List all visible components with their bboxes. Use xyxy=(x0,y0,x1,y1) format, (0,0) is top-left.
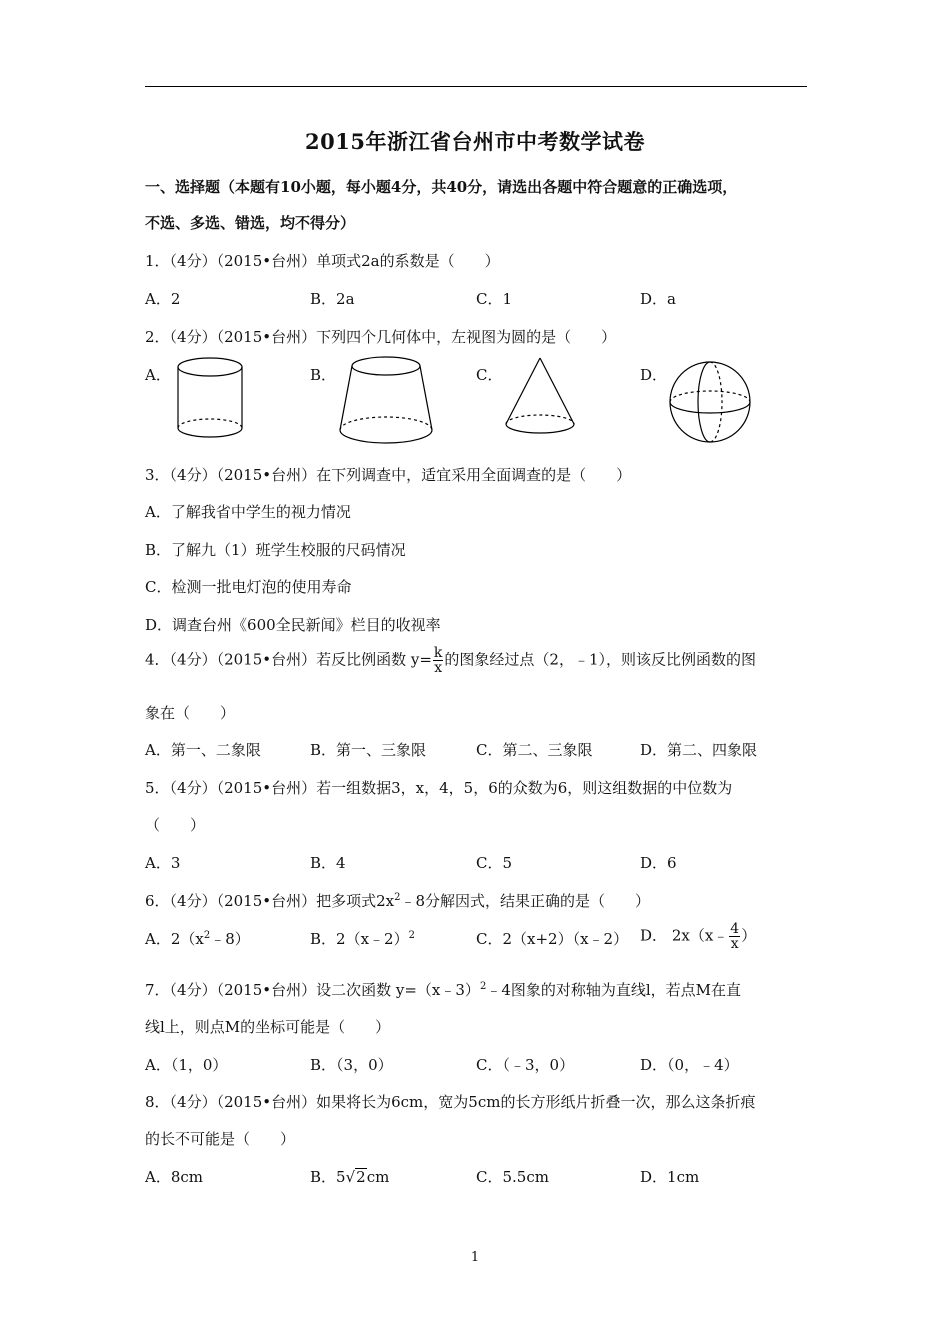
q6-option-d-numerator: 4 xyxy=(730,921,740,937)
question-5-stem: 5．（4分）（2015•台州）若一组数据3，x，4，5，6的众数为6，则这组数据的中位数为 xyxy=(145,779,733,797)
question-2-stem: 2．（4分）（2015•台州）下列四个几何体中，左视图为圆的是（ ） xyxy=(145,328,617,346)
q6-stem-end: ﹣8分解因式，结果正确的是（ ） xyxy=(400,892,651,910)
cylinder-icon xyxy=(172,355,252,440)
q8-option-b-radicand: 2 xyxy=(356,1168,366,1186)
q1-option-b: B．2a xyxy=(310,290,355,308)
q7-option-c: C．（﹣3，0） xyxy=(476,1056,575,1074)
q6-option-b-start: B．2（x﹣2） xyxy=(310,930,409,948)
q4-option-c: C．第二、三象限 xyxy=(476,741,593,759)
q4-fraction-numerator: k xyxy=(433,645,443,661)
q1-option-a: A．2 xyxy=(145,290,181,308)
q7-option-d: D．（0，﹣4） xyxy=(640,1056,739,1074)
q4-option-b: B．第一、三象限 xyxy=(310,741,427,759)
q7-option-a: A．（1，0） xyxy=(145,1056,228,1074)
cone-icon xyxy=(502,356,582,441)
question-1-stem: 1．（4分）（2015•台州）单项式2a的系数是（ ） xyxy=(145,252,500,270)
q6-option-d-start: 2x（x﹣ xyxy=(671,926,729,945)
q6-option-a-start: A．2（x xyxy=(145,930,204,948)
q5-option-c: C．5 xyxy=(476,854,513,872)
sphere-icon xyxy=(668,358,758,448)
q3-option-b: B．了解九（1）班学生校服的尺码情况 xyxy=(145,541,406,559)
q6-exponent: 2 xyxy=(394,892,401,903)
q2-option-c: C． xyxy=(476,366,503,384)
q6-option-a-exponent: 2 xyxy=(203,930,211,941)
question-6-stem xyxy=(145,890,650,911)
question-4-stem xyxy=(145,646,756,675)
q4-fraction xyxy=(433,646,443,675)
sqrt-icon: √ xyxy=(345,1168,356,1186)
q7-stem-end: ﹣4图象的对称轴为直线l，若点M在直 xyxy=(486,981,742,999)
q6-option-d-label: D． xyxy=(640,926,668,945)
question-8-stem: 8．（4分）（2015•台州）如果将长为6cm，宽为5cm的长方形纸片折叠一次，那么这条折痕 xyxy=(145,1093,756,1111)
q4-stem-start: 4．（4分）（2015•台州）若反比例函数 y= xyxy=(145,650,432,669)
q3-option-a: A．了解我省中学生的视力情况 xyxy=(145,503,351,521)
q6-option-d-denominator: x xyxy=(730,936,739,952)
q3-option-d: D．调查台州《600全民新闻》栏目的收视率 xyxy=(145,616,441,634)
q8-option-c: C．5.5cm xyxy=(476,1168,549,1186)
q8-option-b-start: B．5 xyxy=(310,1168,346,1186)
q4-option-d: D．第二、四象限 xyxy=(640,741,758,759)
q1-option-d: D．a xyxy=(640,290,676,308)
q5-option-d: D．6 xyxy=(640,854,677,872)
question-8-stem-cont: 的长不可能是（ ） xyxy=(145,1130,296,1148)
q3-option-c: C．检测一批电灯泡的使用寿命 xyxy=(145,578,352,596)
section-heading-cont: 不选、多选、错选，均不得分） xyxy=(145,214,356,232)
q8-option-d: D．1cm xyxy=(640,1168,700,1186)
question-7-stem xyxy=(145,979,741,1000)
q2-option-d: D． xyxy=(640,366,668,384)
q8-option-b-unit: cm xyxy=(366,1168,390,1186)
q4-fraction-denominator: x xyxy=(434,660,443,676)
page-title: 2015年浙江省台州市中考数学试卷 xyxy=(305,129,645,154)
q6-option-c: C．2（x+2）（x﹣2） xyxy=(476,930,629,948)
question-5-stem-cont: （ ） xyxy=(145,816,206,834)
page-number: 1 xyxy=(470,1250,480,1265)
question-7-stem-cont: 线l上，则点M的坐标可能是（ ） xyxy=(145,1018,391,1036)
q4-stem-end: 的图象经过点（2，﹣1），则该反比例函数的图 xyxy=(444,650,756,669)
q6-option-b xyxy=(310,928,415,949)
q8-option-b xyxy=(310,1166,389,1187)
q6-option-b-exponent: 2 xyxy=(408,930,415,941)
q2-option-a: A． xyxy=(145,366,171,384)
q6-option-a xyxy=(145,928,250,949)
q1-option-c: C．1 xyxy=(476,290,513,308)
q7-option-b: B．（3，0） xyxy=(310,1056,393,1074)
q5-option-b: B．4 xyxy=(310,854,346,872)
frustum-icon xyxy=(336,352,436,452)
q7-exponent: 2 xyxy=(479,981,487,992)
q4-option-a: A．第一、二象限 xyxy=(145,741,261,759)
question-4-stem-cont: 象在（ ） xyxy=(145,704,236,722)
q6-option-d-fraction xyxy=(729,922,740,951)
header-rule xyxy=(145,86,807,87)
q7-stem-start: 7．（4分）（2015•台州）设二次函数 y=（x﹣3） xyxy=(145,981,480,999)
q6-option-d-end: ） xyxy=(741,926,757,945)
section-heading: 一、选择题（本题有10小题，每小题4分，共40分，请选出各题中符合题意的正确选项， xyxy=(145,178,738,196)
q8-option-a: A．8cm xyxy=(145,1168,204,1186)
q6-option-d xyxy=(640,922,756,951)
q6-stem-start: 6．（4分）（2015•台州）把多项式2x xyxy=(145,892,395,910)
q5-option-a: A．3 xyxy=(145,854,181,872)
q6-option-a-end: ﹣8） xyxy=(210,930,250,948)
q2-option-b: B． xyxy=(310,366,337,384)
question-3-stem: 3．（4分）（2015•台州）在下列调查中，适宜采用全面调查的是（ ） xyxy=(145,466,632,484)
